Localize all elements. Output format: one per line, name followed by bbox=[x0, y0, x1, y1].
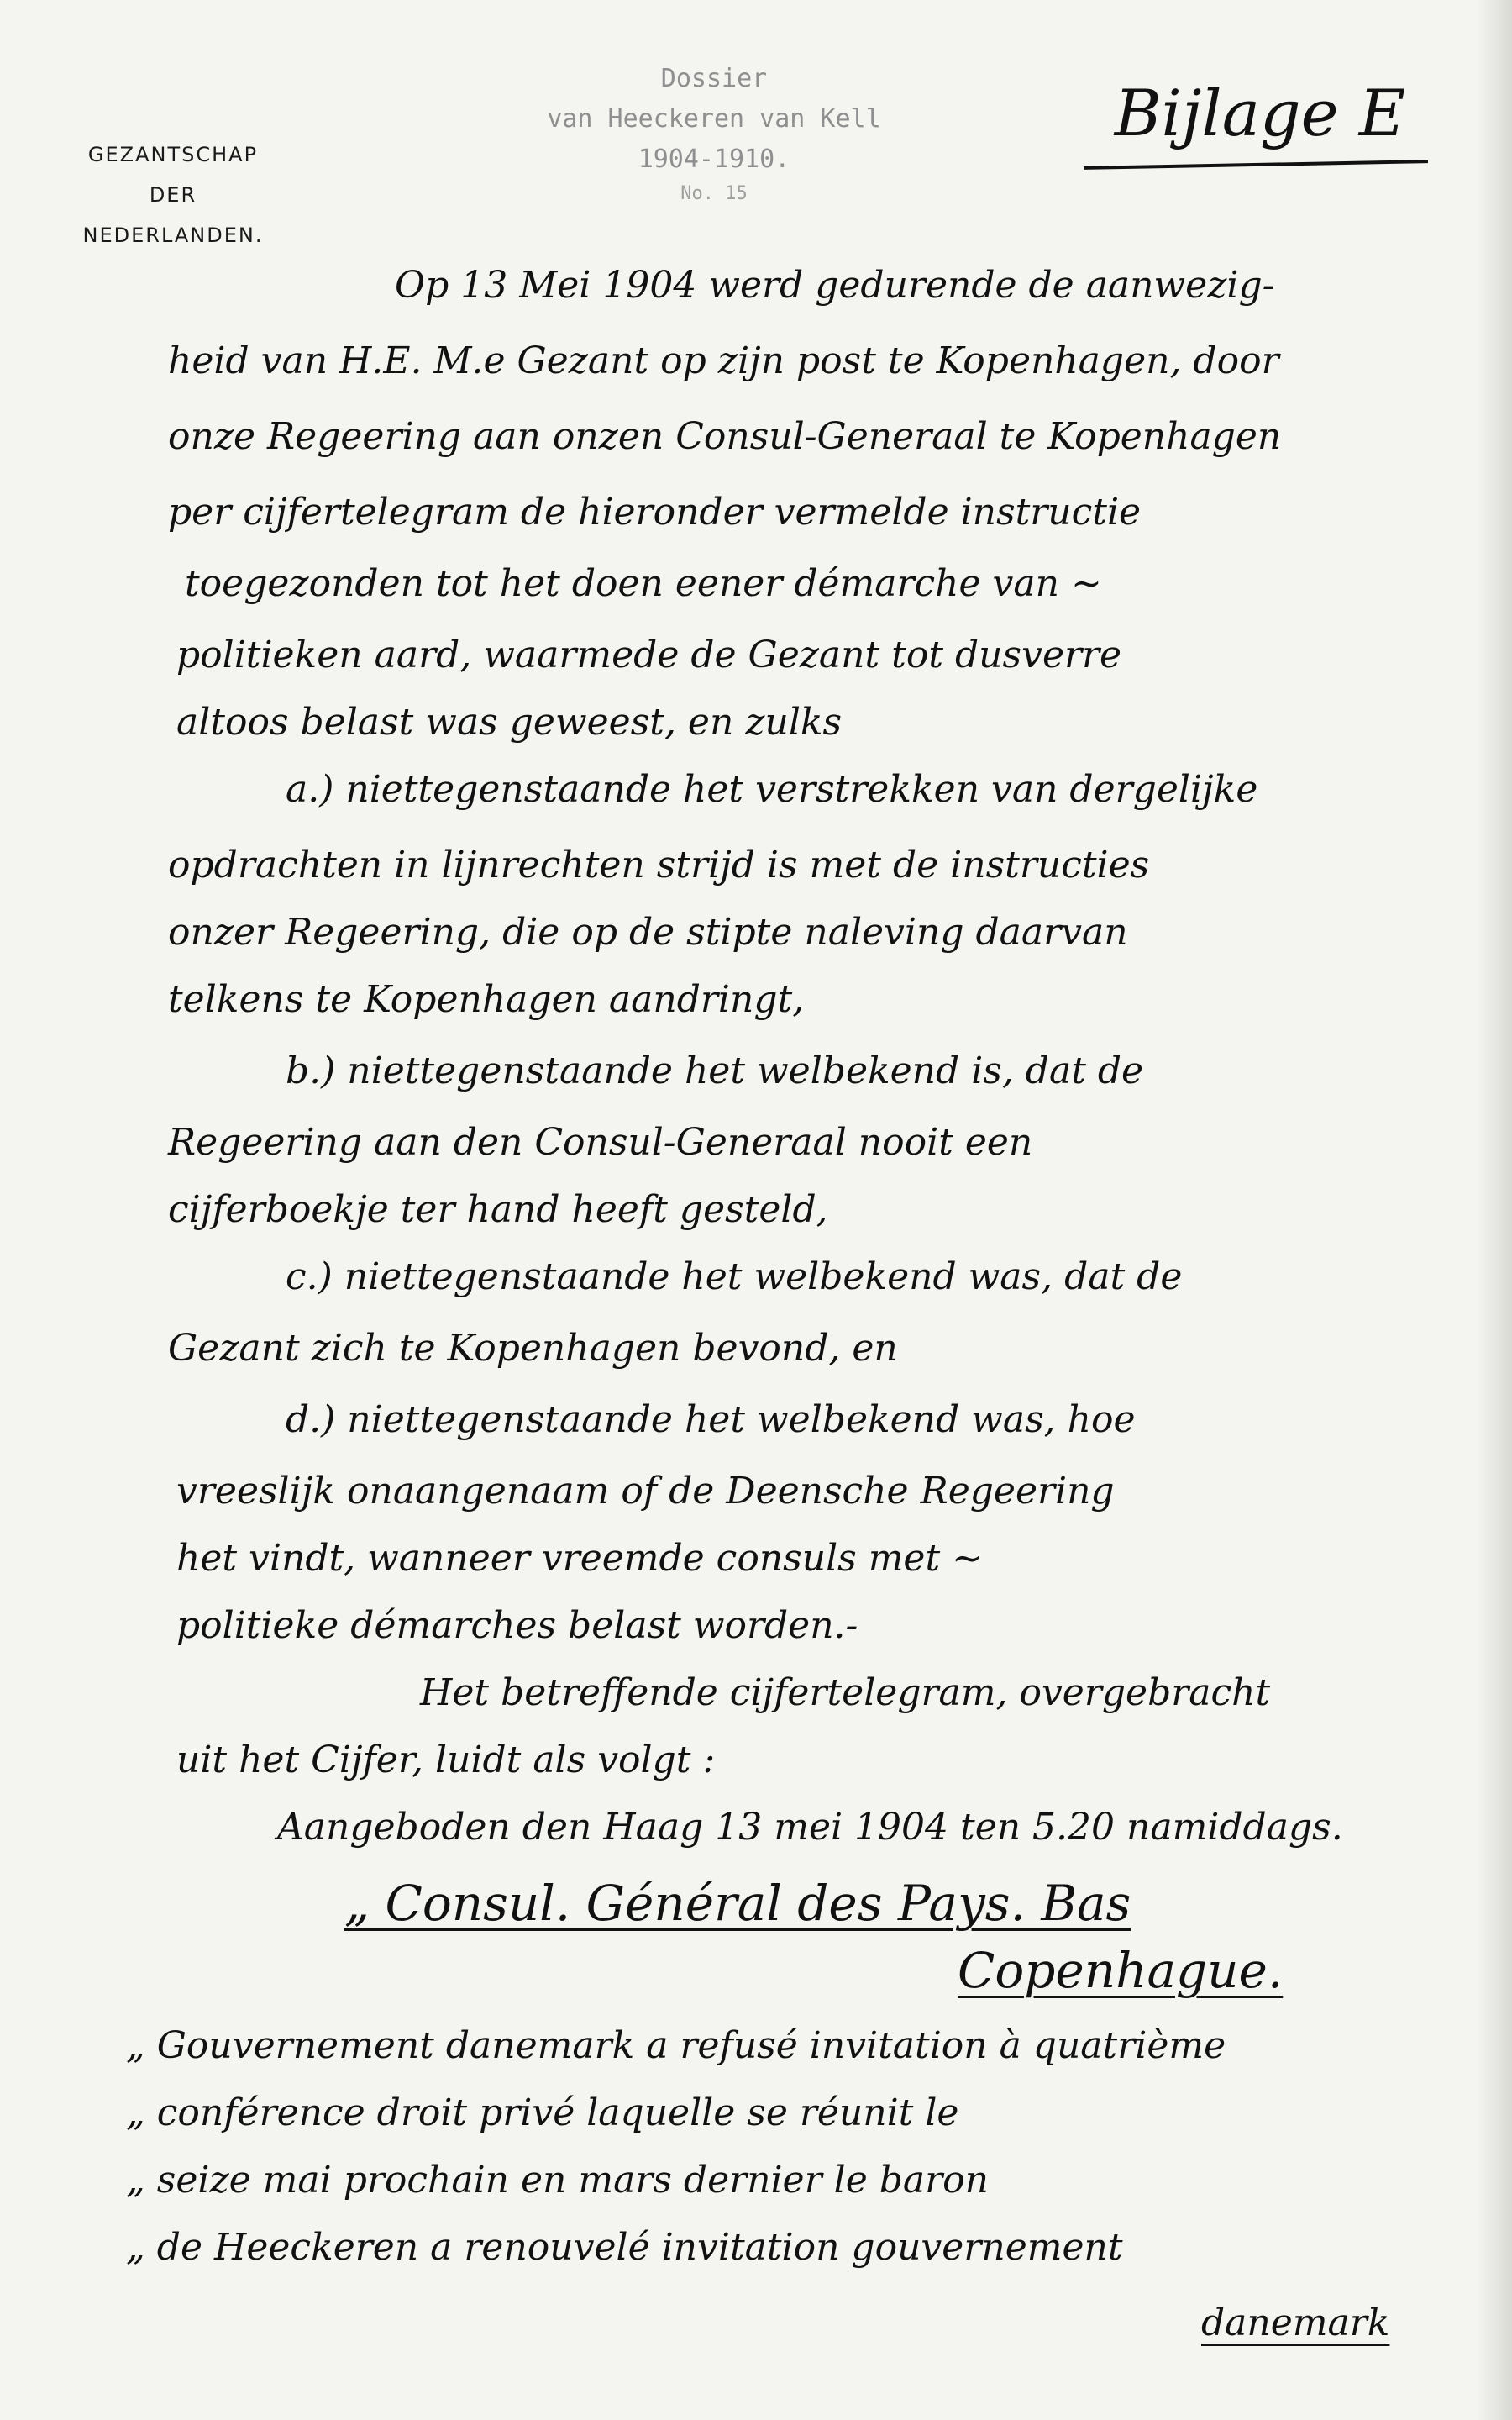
body-line: telkens te Kopenhagen aandringt, bbox=[168, 978, 805, 1021]
telegram-line: danemark bbox=[1201, 2302, 1390, 2344]
body-line: onze Regeering aan onzen Consul-Generaal te Kopenhagen bbox=[168, 415, 1282, 458]
body-line: onzer Regeering, die op de stipte naleving daarvan bbox=[168, 911, 1128, 954]
letterhead-line: GEZANTSCHAP bbox=[87, 143, 259, 166]
telegram-city: Copenhague. bbox=[958, 1942, 1284, 1999]
body-line: cijferboekje ter hand heeft gesteld, bbox=[168, 1188, 828, 1231]
letterhead-line: NEDERLANDEN. bbox=[82, 224, 264, 247]
body-line: politieke démarches belast worden.- bbox=[176, 1604, 858, 1647]
annex-label: Bijlage E bbox=[1114, 76, 1406, 150]
telegram-line: „ seize mai prochain en mars dernier le baron bbox=[126, 2159, 989, 2202]
stamp-line: van Heeckeren van Kell bbox=[547, 104, 881, 134]
body-line: uit het Cijfer, luidt als volgt : bbox=[176, 1739, 716, 1781]
body-line: toegezonden tot het doen eener démarche van ~ bbox=[185, 562, 1102, 605]
body-line: altoos belast was geweest, en zulks bbox=[176, 701, 843, 744]
body-line: politieken aard, waarmede de Gezant tot dusverre bbox=[176, 634, 1122, 676]
stamp-line: Dossier bbox=[660, 64, 768, 93]
clause-a-line: a.) niettegenstaande het verstrekken van dergelijke bbox=[286, 768, 1258, 811]
telegram-line: „ conférence droit privé laquelle se réunit le bbox=[126, 2091, 959, 2134]
body-line: Het betreffende cijfertelegram, overgebracht bbox=[420, 1671, 1271, 1714]
body-line: vreeslijk onaangenaam of de Deensche Regeering bbox=[176, 1470, 1115, 1512]
stamp-number: No. 15 bbox=[680, 183, 748, 204]
clause-d-line: d.) niettegenstaande het welbekend was, hoe bbox=[286, 1398, 1136, 1441]
body-line: het vindt, wanneer vreemde consuls met ~ bbox=[176, 1537, 984, 1580]
body-line: Regeering aan den Consul-Generaal nooit een bbox=[168, 1121, 1033, 1164]
telegram-line: „ de Heeckeren a renouvelé invitation gouvernement bbox=[126, 2226, 1123, 2269]
clause-b-line: b.) niettegenstaande het welbekend is, dat de bbox=[286, 1050, 1144, 1092]
telegram-line: „ Gouvernement danemark a refusé invitation à quatrième bbox=[126, 2024, 1226, 2067]
body-line: Gezant zich te Kopenhagen bevond, en bbox=[168, 1327, 898, 1370]
body-line: heid van H.E. M.e Gezant op zijn post te Kopenhagen, door bbox=[168, 339, 1279, 382]
body-line: Op 13 Mei 1904 werd gedurende de aanwezig- bbox=[395, 264, 1275, 307]
stamp-line: 1904-1910. bbox=[638, 145, 790, 174]
clause-c-line: c.) niettegenstaande het welbekend was, dat de bbox=[286, 1255, 1183, 1298]
telegram-header: Aangeboden den Haag 13 mei 1904 ten 5.20 namiddags. bbox=[277, 1806, 1343, 1849]
letterhead-line: DER bbox=[149, 183, 197, 207]
body-line: per cijfertelegram de hieronder vermelde instructie bbox=[168, 491, 1142, 534]
body-line: opdrachten in lijnrechten strijd is met de instructies bbox=[168, 844, 1150, 886]
telegram-addressee: „ Consul. Général des Pays. Bas bbox=[344, 1875, 1131, 1932]
